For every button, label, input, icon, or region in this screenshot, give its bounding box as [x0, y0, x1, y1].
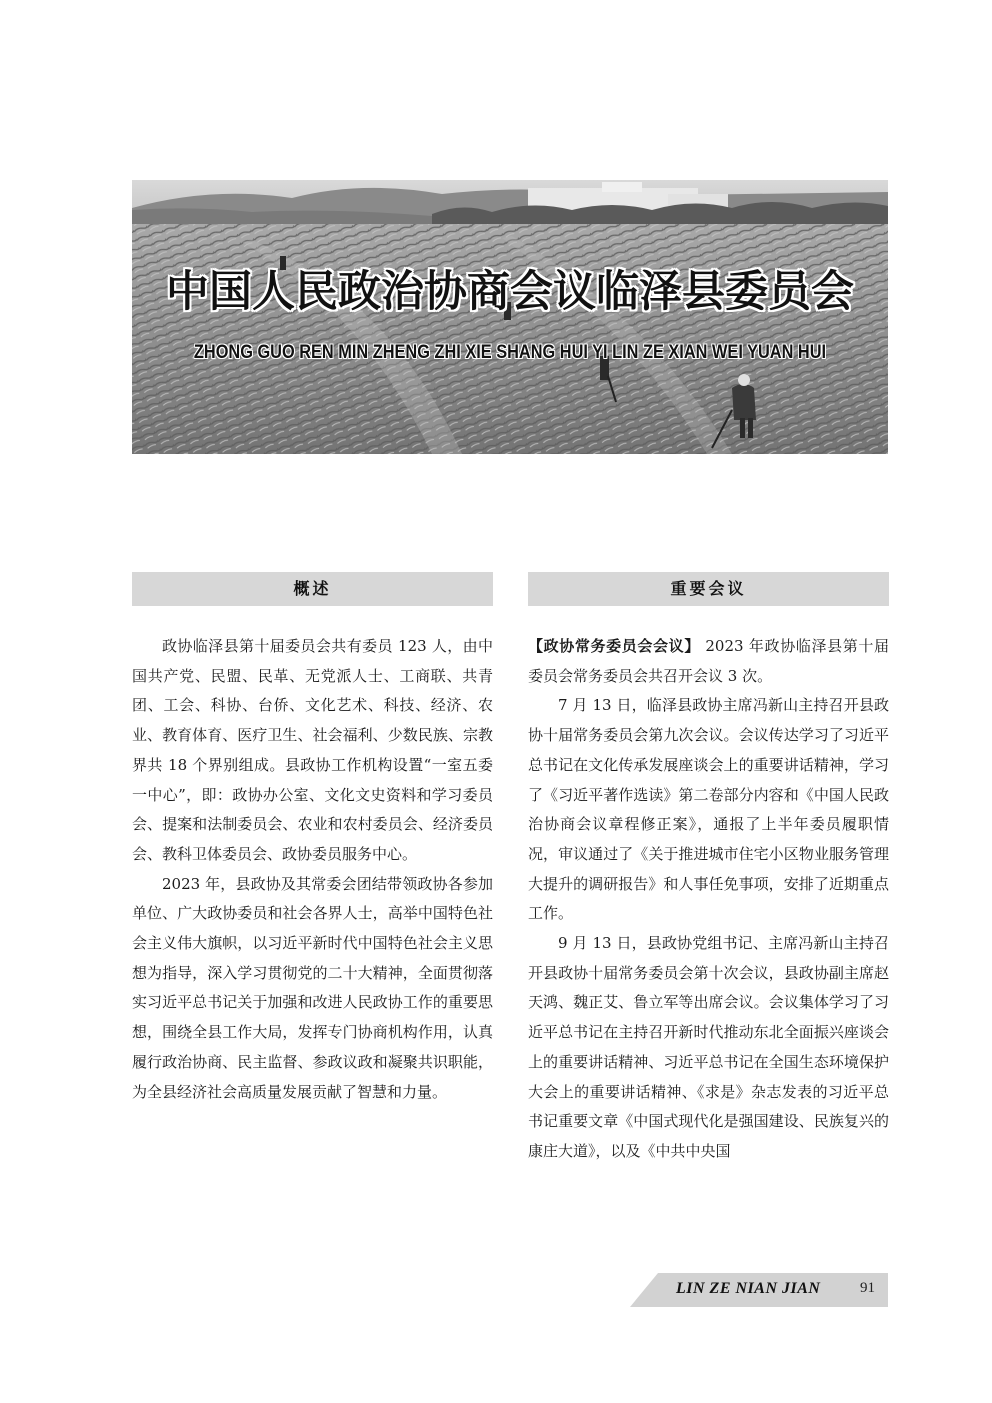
overview-column — [132, 572, 493, 1107]
meetings-lead-paragraph — [528, 632, 889, 691]
footer-yearbook-title: LIN ZE NIAN JIAN — [676, 1280, 821, 1297]
page-number: 91 — [860, 1280, 875, 1296]
overview-heading: 概述 — [132, 572, 493, 606]
banner-title: 中国人民政治协商会议临泽县委员会 — [166, 267, 854, 317]
meetings-body — [528, 632, 889, 1167]
meetings-paragraph: 7 月 13 日，临泽县政协主席冯新山主持召开县政协十届常务委员会第九次会议。会议传达学习了习近平总书记在文化传承发展座谈会上的重要讲话精神，学习了《习近平著作选读》第二卷部分内容和《中国人民政治协商会议章程修正案》，通报了上半年委员履职情况，审议通过了《关于推进城市住宅小区物业服务管理大提升的调研报告》和人事任免事项，安排了近期重点工作。 — [528, 696, 889, 923]
overview-paragraph: 2023 年，县政协及其常委会团结带领政协各参加单位、广大政协委员和社会各界人士，高举中国特色社会主义伟大旗帜，以习近平新时代中国特色社会主义思想为指导，深入学习贯彻党的二十大精神，全面贯彻落实习近平总书记关于加强和改进人民政协工作的重要思想，围绕全县工作大局，发挥专门协商机构作用，认真履行政治协商、民主监督、参政议政和凝聚共识职能，为全县经济社会高质量发展贡献了智慧和力量。 — [132, 874, 493, 1101]
meetings-heading: 重要会议 — [528, 572, 889, 606]
banner-pinyin-subtitle: ZHONG GUO REN MIN ZHENG ZHI XIE SHANG HUI YI LIN ZE XIAN WEI YUAN HUI — [193, 342, 827, 363]
meetings-paragraph: 9 月 13 日，县政协党组书记、主席冯新山主持召开县政协十届常务委员会第十次会议，县政协副主席赵天鸿、魏正艾、鲁立军等出席会议。会议集体学习了习近平总书记在主持召开新时代推动东北全面振兴座谈会上的重要讲话精神、习近平总书记在全国生态环境保护大会上的重要讲话精神、《求是》杂志发表的习近平总书记重要文章《中国式现代化是强国建设、民族复兴的康庄大道》，以及《中共中央国 — [528, 934, 889, 1160]
meetings-column — [528, 572, 889, 1167]
overview-body — [132, 632, 493, 1107]
meetings-lead-text: 2023 年政协临泽县第十届委员会常务委员会共召开会议 3 次。 — [528, 637, 889, 685]
meetings-lead-label: 【政协常务委员会会议】 — [528, 637, 700, 655]
header-banner — [132, 180, 888, 454]
overview-paragraph: 政协临泽县第十届委员会共有委员 123 人，由中国共产党、民盟、民革、无党派人士、工商联、共青团、工会、科协、台侨、文化艺术、科技、经济、农业、教育体育、医疗卫生、社会福利、少数民族、宗教界共 18 个界别组成。县政协工作机构设置“一室五委一中心”，即：政协办公室、文化文史资料和学习委员会、提案和法制委员会、农业和农村委员会、经济委员会、教科卫体委员会、政协委员服务中心。 — [132, 637, 493, 863]
